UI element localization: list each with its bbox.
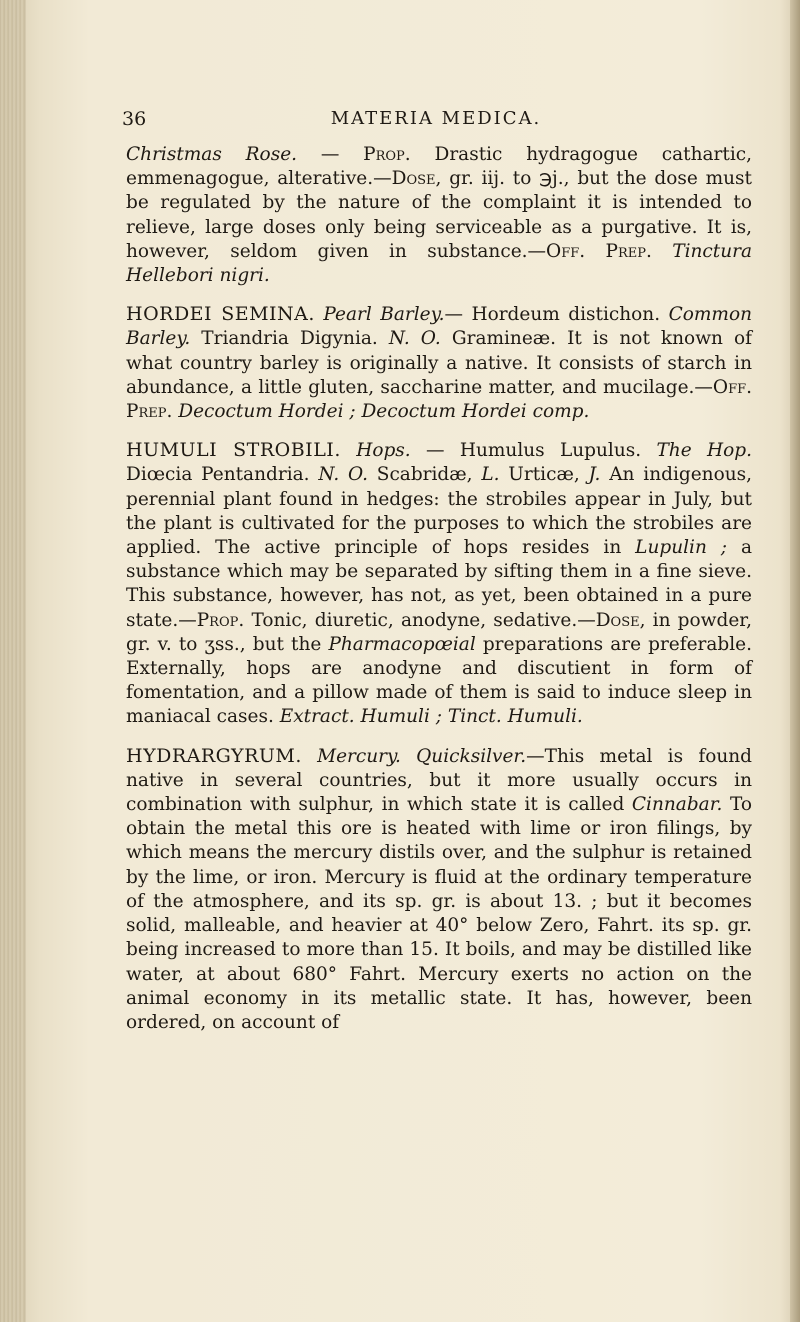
italic-text: Hops. (356, 440, 411, 462)
text-run: in powder, gr. v. to ʒss., but the (126, 609, 752, 655)
text-run: An indigenous, perennial plant found in hedges: the strobiles appear in July, but the plant is cultivated for the purposes to which the strobiles are applied. The active principle of hops resides in (126, 464, 752, 559)
text-run: Tonic, diuretic, anodyne, sedative.— (244, 609, 596, 631)
entry-heading: HORDEI SEMINA. (126, 303, 315, 326)
text-run: preparations are preferable. Externally, hops are anodyne and discutient in form of fomentation, and a pillow made of them is said to induce sleep in maniacal cases. (126, 633, 752, 728)
italic-text: Pearl Barley. (323, 304, 445, 326)
entry-hydrargyrum (126, 744, 752, 1035)
italic-text: Extract. Humuli ; Tinct. Humuli. (279, 706, 583, 728)
page-binding-edge (0, 0, 26, 1322)
italic-text: Christmas Rose. (126, 144, 298, 165)
text-run: Scabridæ, (367, 464, 482, 486)
body-text (126, 143, 752, 1035)
small-caps-label: Dose, (391, 168, 442, 190)
italic-text: L. (481, 464, 500, 486)
text-run: — (297, 144, 364, 165)
page-fore-edge (790, 0, 800, 1322)
text-run: — Humulus Lupulus. (410, 440, 657, 462)
page-header (122, 108, 750, 136)
small-caps-label: Prop. (196, 609, 245, 631)
text-run: Triandria Digynia. (190, 328, 389, 350)
italic-text: Mercury. Quicksilver. (317, 745, 527, 767)
text-run: —This metal is found native in several countries, but it more usually occurs in combination with sulphur, in which state it is called (126, 745, 753, 816)
small-caps-label: Prop. (363, 144, 411, 165)
entry-hordei-semina (126, 302, 752, 424)
entry-heading: HUMULI STROBILI. (126, 439, 341, 462)
text-run (341, 440, 356, 461)
italic-text: N. O. (388, 328, 441, 350)
text-run: Diœcia Pentandria. (126, 464, 319, 486)
italic-text: Common Barley. (126, 304, 752, 350)
page-number: 36 (122, 108, 147, 130)
small-caps-label: Off. Prep. (546, 240, 652, 262)
text-run: a substance which may be separated by sifting them in a fine sieve. This substance, however, has not, as yet, been obtained in a pure state.— (126, 537, 752, 631)
entry-christmas-rose (126, 143, 752, 288)
small-caps-label: Dose, (595, 609, 646, 631)
text-run: — Hordeum distichon. (444, 304, 669, 326)
entry-heading: HYDRARGYRUM. (126, 744, 302, 767)
italic-text: Decoctum Hordei ; Decoctum Hordei comp. (178, 401, 590, 423)
italic-text: The Hop. (656, 440, 752, 462)
text-run: Urticæ, (499, 464, 589, 486)
text-run (302, 746, 317, 767)
text-run: Drastic hydragogue cathartic, emmenagogue, alterative.— (126, 144, 752, 190)
italic-text: Cinnabar. (631, 794, 723, 816)
entry-humuli-strobili (126, 438, 752, 729)
text-run: Gramineæ. It is not known of what country barley is originally a native. It consists of starch in abundance, a little gluten, saccharine matter, and mucilage.— (126, 328, 752, 398)
text-run (652, 241, 672, 262)
italic-text: Pharmacopœial (328, 633, 476, 655)
italic-text: N. O. (318, 464, 368, 486)
small-caps-label: Off. Prep. (126, 376, 752, 423)
italic-text: J. (588, 464, 601, 486)
italic-text: Tinctura Hellebori nigri. (126, 240, 752, 287)
italic-text: Lupulin ; (635, 537, 728, 559)
text-run: gr. iij. to ℈j., but the dose must be regulated by the nature of the complaint it is intended to relieve, large doses only being serviceable as a purgative. It is, however, seldom given in substance.— (126, 168, 752, 262)
running-head: MATERIA MEDICA. (330, 108, 542, 129)
text-run: To obtain the metal this ore is heated with lime or iron filings, by which means the mercury distils over, and the sulphur is retained by the lime, or iron. Mercury is fluid at the ordinary temperature of the atmosphere, and its sp. gr. is about 13. ; but it becomes solid, malleable, and heavier at 40° below Zero, Fahrt. its sp. gr. being increased to more than 15. It boils, and may be distilled like water, at about 680° Fahrt. Mercury exerts no action on the animal economy in its metallic state. It has, however, been ordered, on account of (126, 794, 752, 1033)
